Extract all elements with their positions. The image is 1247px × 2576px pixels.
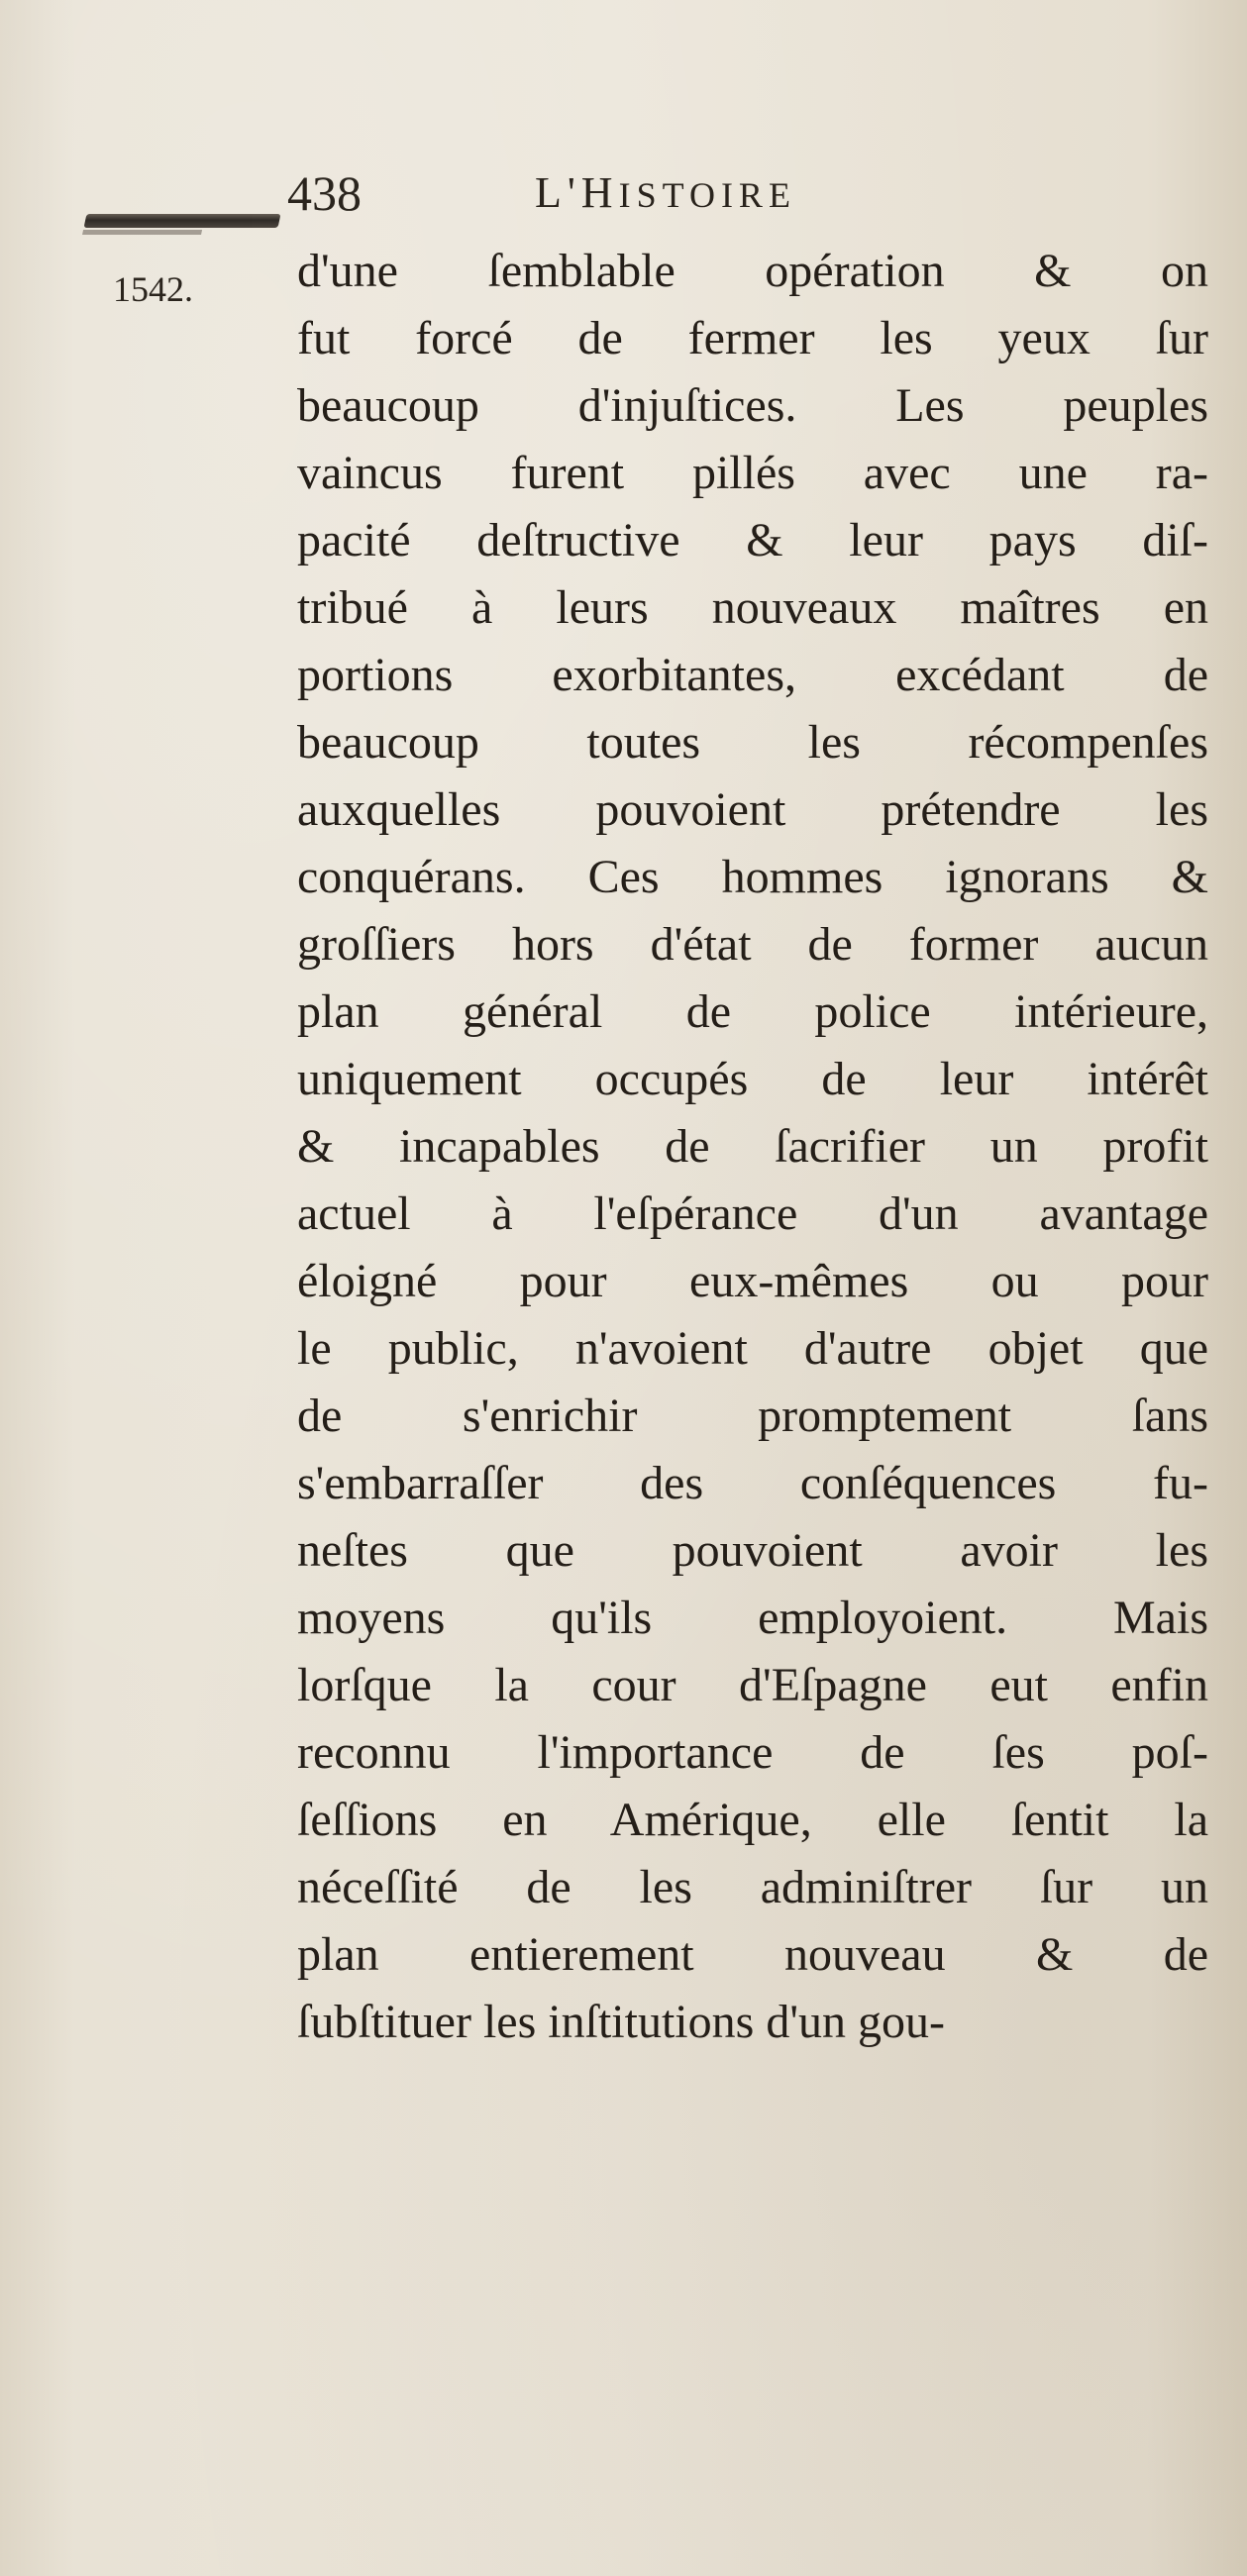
running-title-initial: L'H [535, 168, 619, 217]
text-line: vaincus furent pillés avec une ra- [297, 447, 1208, 499]
text-line: moyens qu'ils employoient. Mais [297, 1592, 1208, 1644]
text-line: fut forcé de fermer les yeux ſur [297, 312, 1208, 364]
text-line: actuel à l'eſpérance d'un avantage [297, 1187, 1208, 1240]
running-title-rest: ISTOIRE [618, 175, 796, 215]
text-line: plan général de police intérieure, [297, 985, 1208, 1038]
text-line: beaucoup toutes les récompenſes [297, 716, 1208, 769]
running-head [287, 158, 1060, 228]
text-line: pacité deſtructive & leur pays diſ- [297, 514, 1208, 567]
text-line: tribué à leurs nouveaux maîtres en [297, 581, 1208, 634]
text-line: lorſque la cour d'Eſpagne eut enfin [297, 1659, 1208, 1711]
text-line: & incapables de ſacrifier un profit [297, 1120, 1208, 1173]
margin-rule [84, 214, 281, 228]
body-text [297, 238, 1208, 2056]
text-line: plan entierement nouveau & de [297, 1928, 1208, 1981]
text-line: éloigné pour eux-mêmes ou pour [297, 1255, 1208, 1307]
text-line: reconnu l'importance de ſes poſ- [297, 1726, 1208, 1779]
text-line: le public, n'avoient d'autre objet que [297, 1322, 1208, 1375]
page-number: 438 [287, 165, 362, 221]
text-line: neſtes que pouvoient avoir les [297, 1524, 1208, 1577]
text-line: d'une ſemblable opération & on [297, 245, 1208, 297]
text-line: de s'enrichir promptement ſans [297, 1390, 1208, 1442]
text-line: auxquelles pouvoient prétendre les [297, 783, 1208, 836]
text-line: portions exorbitantes, excédant de [297, 649, 1208, 701]
text-line: conquérans. Ces hommes ignorans & [297, 851, 1208, 903]
running-title [535, 158, 796, 230]
text-line: ſeſſions en Amérique, elle ſentit la [297, 1794, 1208, 1846]
text-line: néceſſité de les adminiſtrer ſur un [297, 1861, 1208, 1913]
margin-year: 1542. [113, 269, 193, 309]
text-line: ſubſtituer les inſtitutions d'un gou- [297, 1996, 945, 2048]
text-line: uniquement occupés de leur intérêt [297, 1053, 1208, 1105]
text-line: groſſiers hors d'état de former aucun [297, 918, 1208, 971]
text-line: s'embarraſſer des conſéquences fu- [297, 1457, 1208, 1509]
text-line: beaucoup d'injuſtices. Les peuples [297, 379, 1208, 432]
